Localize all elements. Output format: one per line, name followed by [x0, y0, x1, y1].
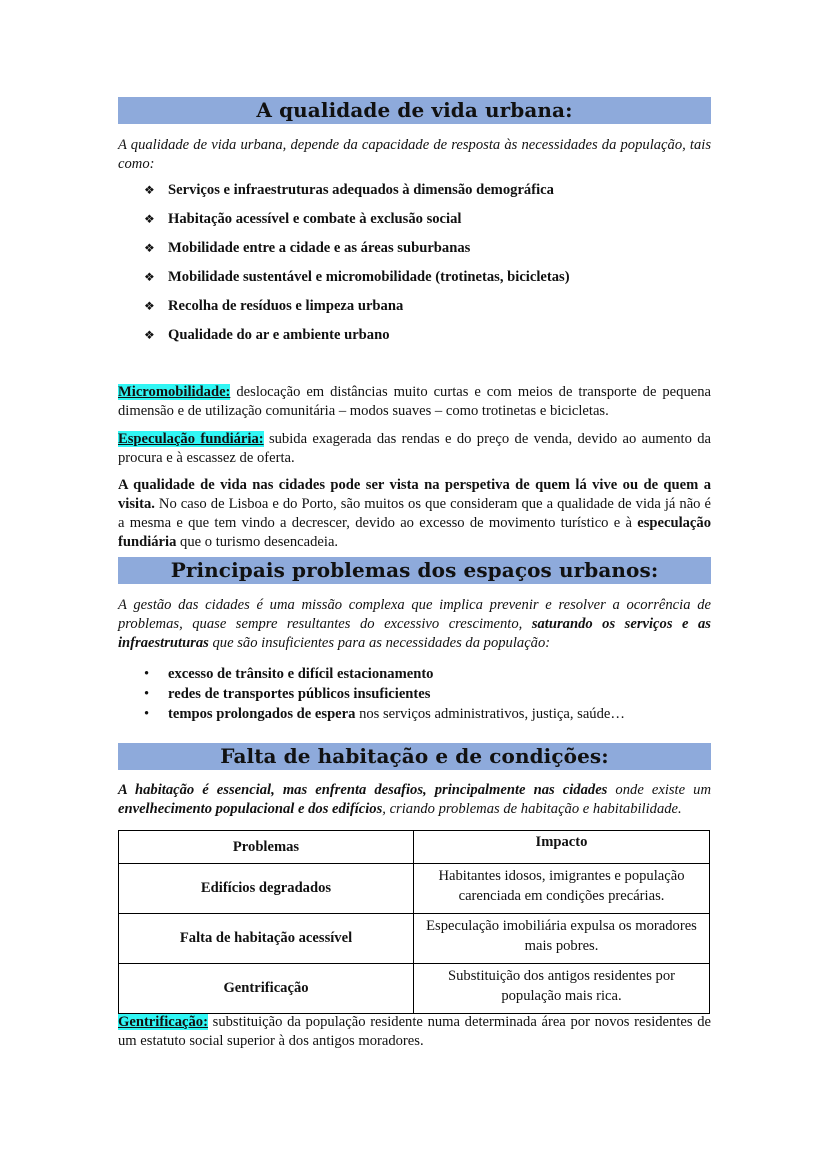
table-cell: Substituição dos antigos residentes por população mais rica.	[414, 964, 710, 1014]
section-intro-problems: A gestão das cidades é uma missão complexa que implica prevenir e resolver a ocorrência de problemas, quase sempre resultantes do excessivo crescimento, saturando os serviços e as infraestruturas que são insuficientes para as necessidades da população:	[118, 597, 711, 651]
list-item: • redes de transportes públicos insuficientes	[118, 684, 711, 704]
diamond-bullet-icon: ❖	[144, 328, 155, 342]
section-intro-housing: A habitação é essencial, mas enfrenta desafios, principalmente nas cidades onde existe um envelhecimento populacional e dos edifícios, criando problemas de habitação e habitabilidade.	[118, 782, 711, 817]
bullet-icon: •	[144, 686, 150, 702]
needs-list	[118, 176, 711, 350]
definition-gentrification: Gentrificação: substituição da população residente numa determinada área por novos residentes de um estatuto social superior à dos antigos moradores.	[118, 1014, 711, 1049]
section-title-quality: A qualidade de vida urbana:	[118, 97, 711, 124]
section-title-housing: Falta de habitação e de condições:	[118, 743, 711, 770]
table-row	[119, 964, 710, 1014]
list-item: • excesso de trânsito e difícil estacionamento	[118, 664, 711, 684]
list-item: ❖ Qualidade do ar e ambiente urbano	[118, 321, 711, 350]
diamond-bullet-icon: ❖	[144, 183, 155, 197]
column-header-problems: Problemas	[119, 831, 414, 864]
list-item: ❖ Recolha de resíduos e limpeza urbana	[118, 292, 711, 321]
list-item: ❖ Habitação acessível e combate à exclusão social	[118, 205, 711, 234]
table-cell: Falta de habitação acessível	[119, 914, 414, 964]
list-item: ❖ Mobilidade sustentável e micromobilidade (trotinetas, bicicletas)	[118, 263, 711, 292]
highlighted-term: Especulação fundiária:	[118, 431, 264, 447]
table-cell: Edifícios degradados	[119, 864, 414, 914]
quality-paragraph: A qualidade de vida nas cidades pode ser vista na perspetiva de quem lá vive ou de quem a visita. No caso de Lisboa e do Porto, são muitos os que consideram que a qualidade de vida já não é a mesma e que tem vindo a decrescer, devido ao excesso de movimento turístico e à especulação fundiária que o turismo desencadeia.	[118, 477, 711, 550]
definition-micromobility: Micromobilidade: deslocação em distâncias muito curtas e com meios de transporte de pequena dimensão e de utilização comunitária – modos suaves – como trotinetas e bicicletas.	[118, 384, 711, 419]
definition-land-speculation: Especulação fundiária: subida exagerada das rendas e do preço de venda, devido ao aumento da procura e à escassez de oferta.	[118, 431, 711, 466]
table-cell: Habitantes idosos, imigrantes e população carenciada em condições precárias.	[414, 864, 710, 914]
diamond-bullet-icon: ❖	[144, 212, 155, 226]
diamond-bullet-icon: ❖	[144, 299, 155, 313]
table-cell: Gentrificação	[119, 964, 414, 1014]
highlighted-term: Gentrificação:	[118, 1014, 208, 1030]
column-header-impact: Impacto	[414, 831, 710, 864]
table-header-row	[119, 831, 710, 864]
list-item: • tempos prolongados de espera nos serviços administrativos, justiça, saúde…	[118, 704, 711, 724]
problems-list	[118, 664, 711, 724]
section-title-problems: Principais problemas dos espaços urbanos:	[118, 557, 711, 584]
list-item: ❖ Serviços e infraestruturas adequados à dimensão demográfica	[118, 176, 711, 205]
table-row	[119, 864, 710, 914]
highlighted-term: Micromobilidade:	[118, 384, 231, 400]
bullet-icon: •	[144, 666, 150, 682]
problems-impact-table	[118, 830, 710, 1014]
diamond-bullet-icon: ❖	[144, 241, 155, 255]
diamond-bullet-icon: ❖	[144, 270, 155, 284]
table-row	[119, 914, 710, 964]
table-cell: Especulação imobiliária expulsa os moradores mais pobres.	[414, 914, 710, 964]
section-intro-quality: A qualidade de vida urbana, depende da capacidade de resposta às necessidades da população, tais como:	[118, 137, 711, 172]
bullet-icon: •	[144, 706, 150, 722]
list-item: ❖ Mobilidade entre a cidade e as áreas suburbanas	[118, 234, 711, 263]
